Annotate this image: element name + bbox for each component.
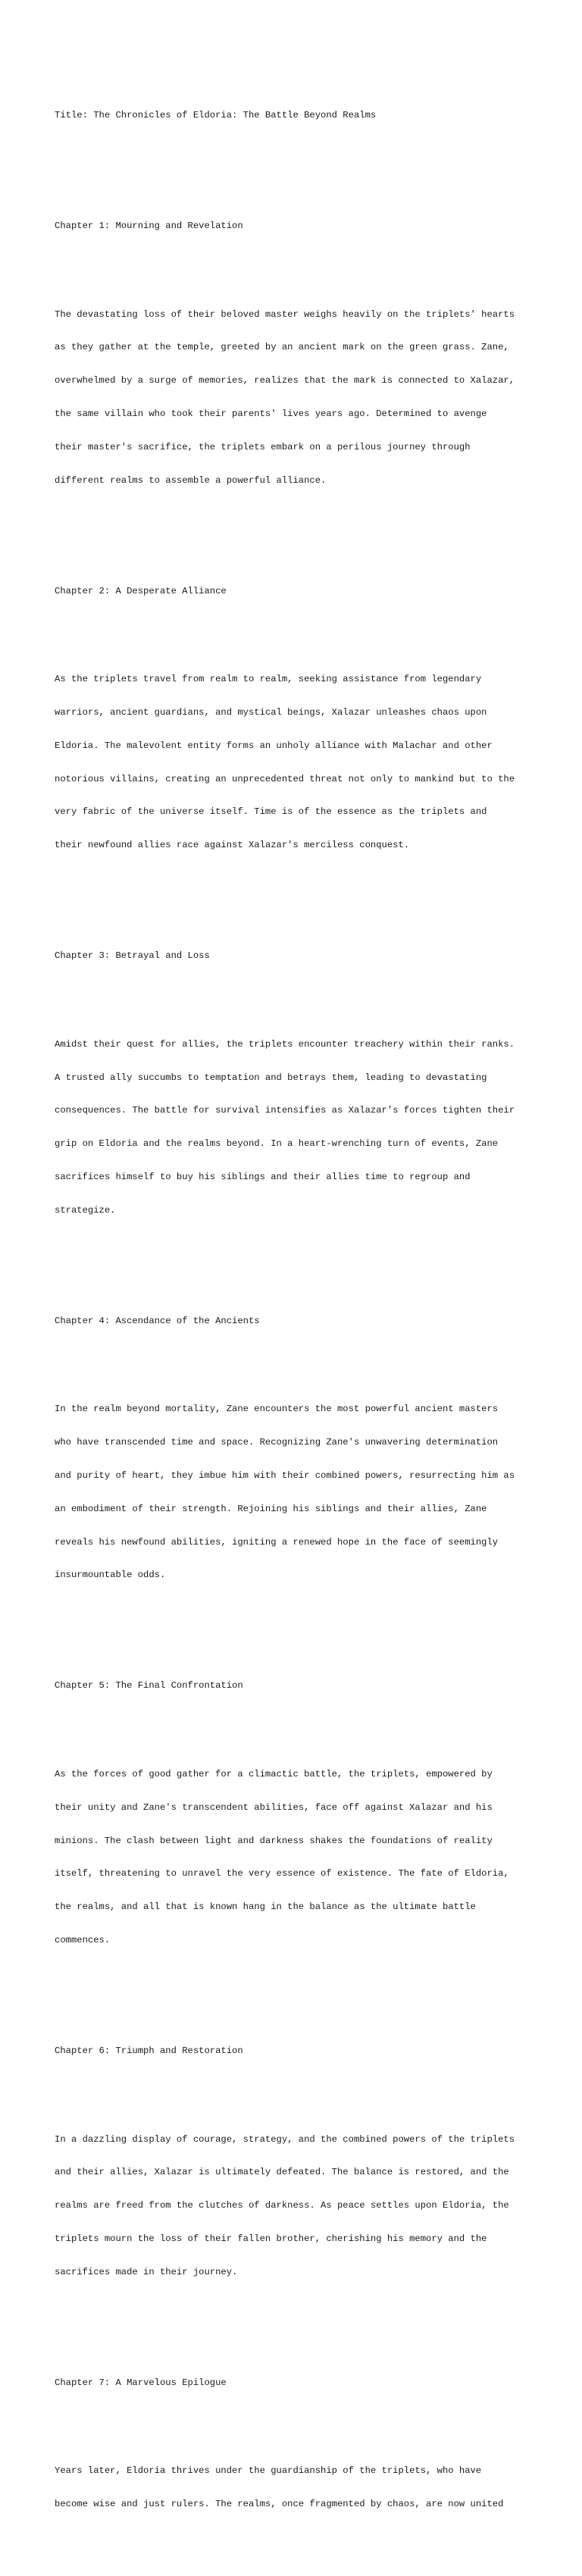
chapter-heading <box>55 563 540 618</box>
chapter-4-paragraph <box>55 1382 540 1603</box>
paragraph-line: and purity of heart, they imbue him with their combined powers, resurrecting him as <box>55 1470 515 1481</box>
paragraph-line: the realms, and all that is known hang in the balance as the ultimate battle <box>55 1901 476 1913</box>
paragraph-line: notorious villains, creating an unprecedented threat not only to mankind but to the <box>55 773 515 784</box>
paragraph-line: The devastating loss of their beloved master weighs heavily on the triplets' hearts <box>55 308 515 320</box>
document-body <box>55 55 540 2576</box>
paragraph-line: as they gather at the temple, greeted by an ancient mark on the green grass. Zane, <box>55 342 509 353</box>
title-line: Title: The Chronicles of Eldoria: The Battle Beyond Realms <box>55 109 377 121</box>
chapter-5-heading: Chapter 5: The Final Confrontation <box>55 1680 243 1692</box>
paragraph-line: A trusted ally succumbs to temptation and betrays them, leading to devastating <box>55 1072 487 1083</box>
chapter-3-heading: Chapter 3: Betrayal and Loss <box>55 950 210 962</box>
paragraph-line: In a dazzling display of courage, strategy, and the combined powers of the triplets <box>55 2133 515 2145</box>
paragraph-line: realms are freed from the clutches of darkness. As peace settles upon Eldoria, the <box>55 2200 509 2211</box>
paragraph-line: their unity and Zane's transcendent abilities, face off against Xalazar and his <box>55 1801 493 1813</box>
paragraph-line: consequences. The battle for survival intensifies as Xalazar's forces tighten their <box>55 1105 515 1116</box>
paragraph-line: insurmountable odds. <box>55 1570 166 1581</box>
chapter-heading <box>55 2355 540 2411</box>
chapter-heading <box>55 199 540 254</box>
paragraph-line: grip on Eldoria and the realms beyond. In a heart-wrenching turn of events, Zane <box>55 1138 499 1150</box>
paragraph-line: Eldoria. The malevolent entity forms an unholy alliance with Malachar and other <box>55 740 493 751</box>
chapter-7-heading: Chapter 7: A Marvelous Epilogue <box>55 2377 227 2388</box>
chapter-3-paragraph <box>55 1017 540 1238</box>
chapter-4-heading: Chapter 4: Ascendance of the Ancients <box>55 1315 260 1326</box>
paragraph-line: strategize. <box>55 1204 116 1216</box>
paragraph-line: triplets mourn the loss of their fallen brother, cherishing his memory and the <box>55 2233 487 2244</box>
paragraph-line: Years later, Eldoria thrives under the guardianship of the triplets, who have <box>55 2465 482 2477</box>
chapter-heading <box>55 2024 540 2079</box>
paragraph-line: and their allies, Xalazar is ultimately defeated. The balance is restored, and the <box>55 2167 509 2178</box>
paragraph-line: different realms to assemble a powerful alliance. <box>55 474 327 486</box>
chapter-heading <box>55 928 540 984</box>
chapter-5-paragraph <box>55 1747 540 1968</box>
chapter-6-heading: Chapter 6: Triumph and Restoration <box>55 2045 243 2056</box>
paragraph-line: very fabric of the universe itself. Time is of the essence as the triplets and <box>55 806 487 818</box>
chapter-7-paragraph <box>55 2443 540 2532</box>
paragraph-line: warriors, ancient guardians, and mystical beings, Xalazar unleashes chaos upon <box>55 707 487 718</box>
paragraph-line: itself, threatening to unravel the very essence of existence. The fate of Eldoria, <box>55 1868 509 1880</box>
paragraph-line: As the triplets travel from realm to realm, seeking assistance from legendary <box>55 674 482 685</box>
paragraph-line: sacrifices made in their journey. <box>55 2266 238 2277</box>
paragraph-line: sacrifices himself to buy his siblings and their allies time to regroup and <box>55 1171 471 1182</box>
chapter-1-paragraph <box>55 286 540 508</box>
chapter-6-paragraph <box>55 2111 540 2299</box>
paragraph-line: reveals his newfound abilities, igniting a renewed hope in the face of seemingly <box>55 1536 499 1548</box>
chapter-heading <box>55 1658 540 1714</box>
chapter-2-paragraph <box>55 652 540 873</box>
paragraph-line: minions. The clash between light and darkness shakes the foundations of reality <box>55 1835 493 1846</box>
paragraph-line: become wise and just rulers. The realms, once fragmented by chaos, are now united <box>55 2499 504 2510</box>
paragraph-line: who have transcended time and space. Recognizing Zane's unwavering determination <box>55 1437 499 1448</box>
chapter-2-heading: Chapter 2: A Desperate Alliance <box>55 585 227 596</box>
chapter-1-heading: Chapter 1: Mourning and Revelation <box>55 220 243 231</box>
paragraph-line: commences. <box>55 1934 111 1945</box>
chapter-heading <box>55 1294 540 1349</box>
paragraph-line: overwhelmed by a surge of memories, realizes that the mark is connected to Xalazar, <box>55 375 515 387</box>
paragraph-line: In the realm beyond mortality, Zane encounters the most powerful ancient masters <box>55 1404 499 1415</box>
document-title <box>55 88 540 143</box>
paragraph-line: As the forces of good gather for a climactic battle, the triplets, empowered by <box>55 1769 493 1780</box>
paragraph-line: the same villain who took their parents' lives years ago. Determined to avenge <box>55 408 487 419</box>
paragraph-line: Amidst their quest for allies, the triplets encounter treachery within their ranks. <box>55 1038 515 1050</box>
paragraph-line: their master's sacrifice, the triplets embark on a perilous journey through <box>55 441 471 452</box>
paragraph-line: their newfound allies race against Xalazar's merciless conquest. <box>55 840 410 851</box>
paragraph-line: an embodiment of their strength. Rejoining his siblings and their allies, Zane <box>55 1503 487 1514</box>
